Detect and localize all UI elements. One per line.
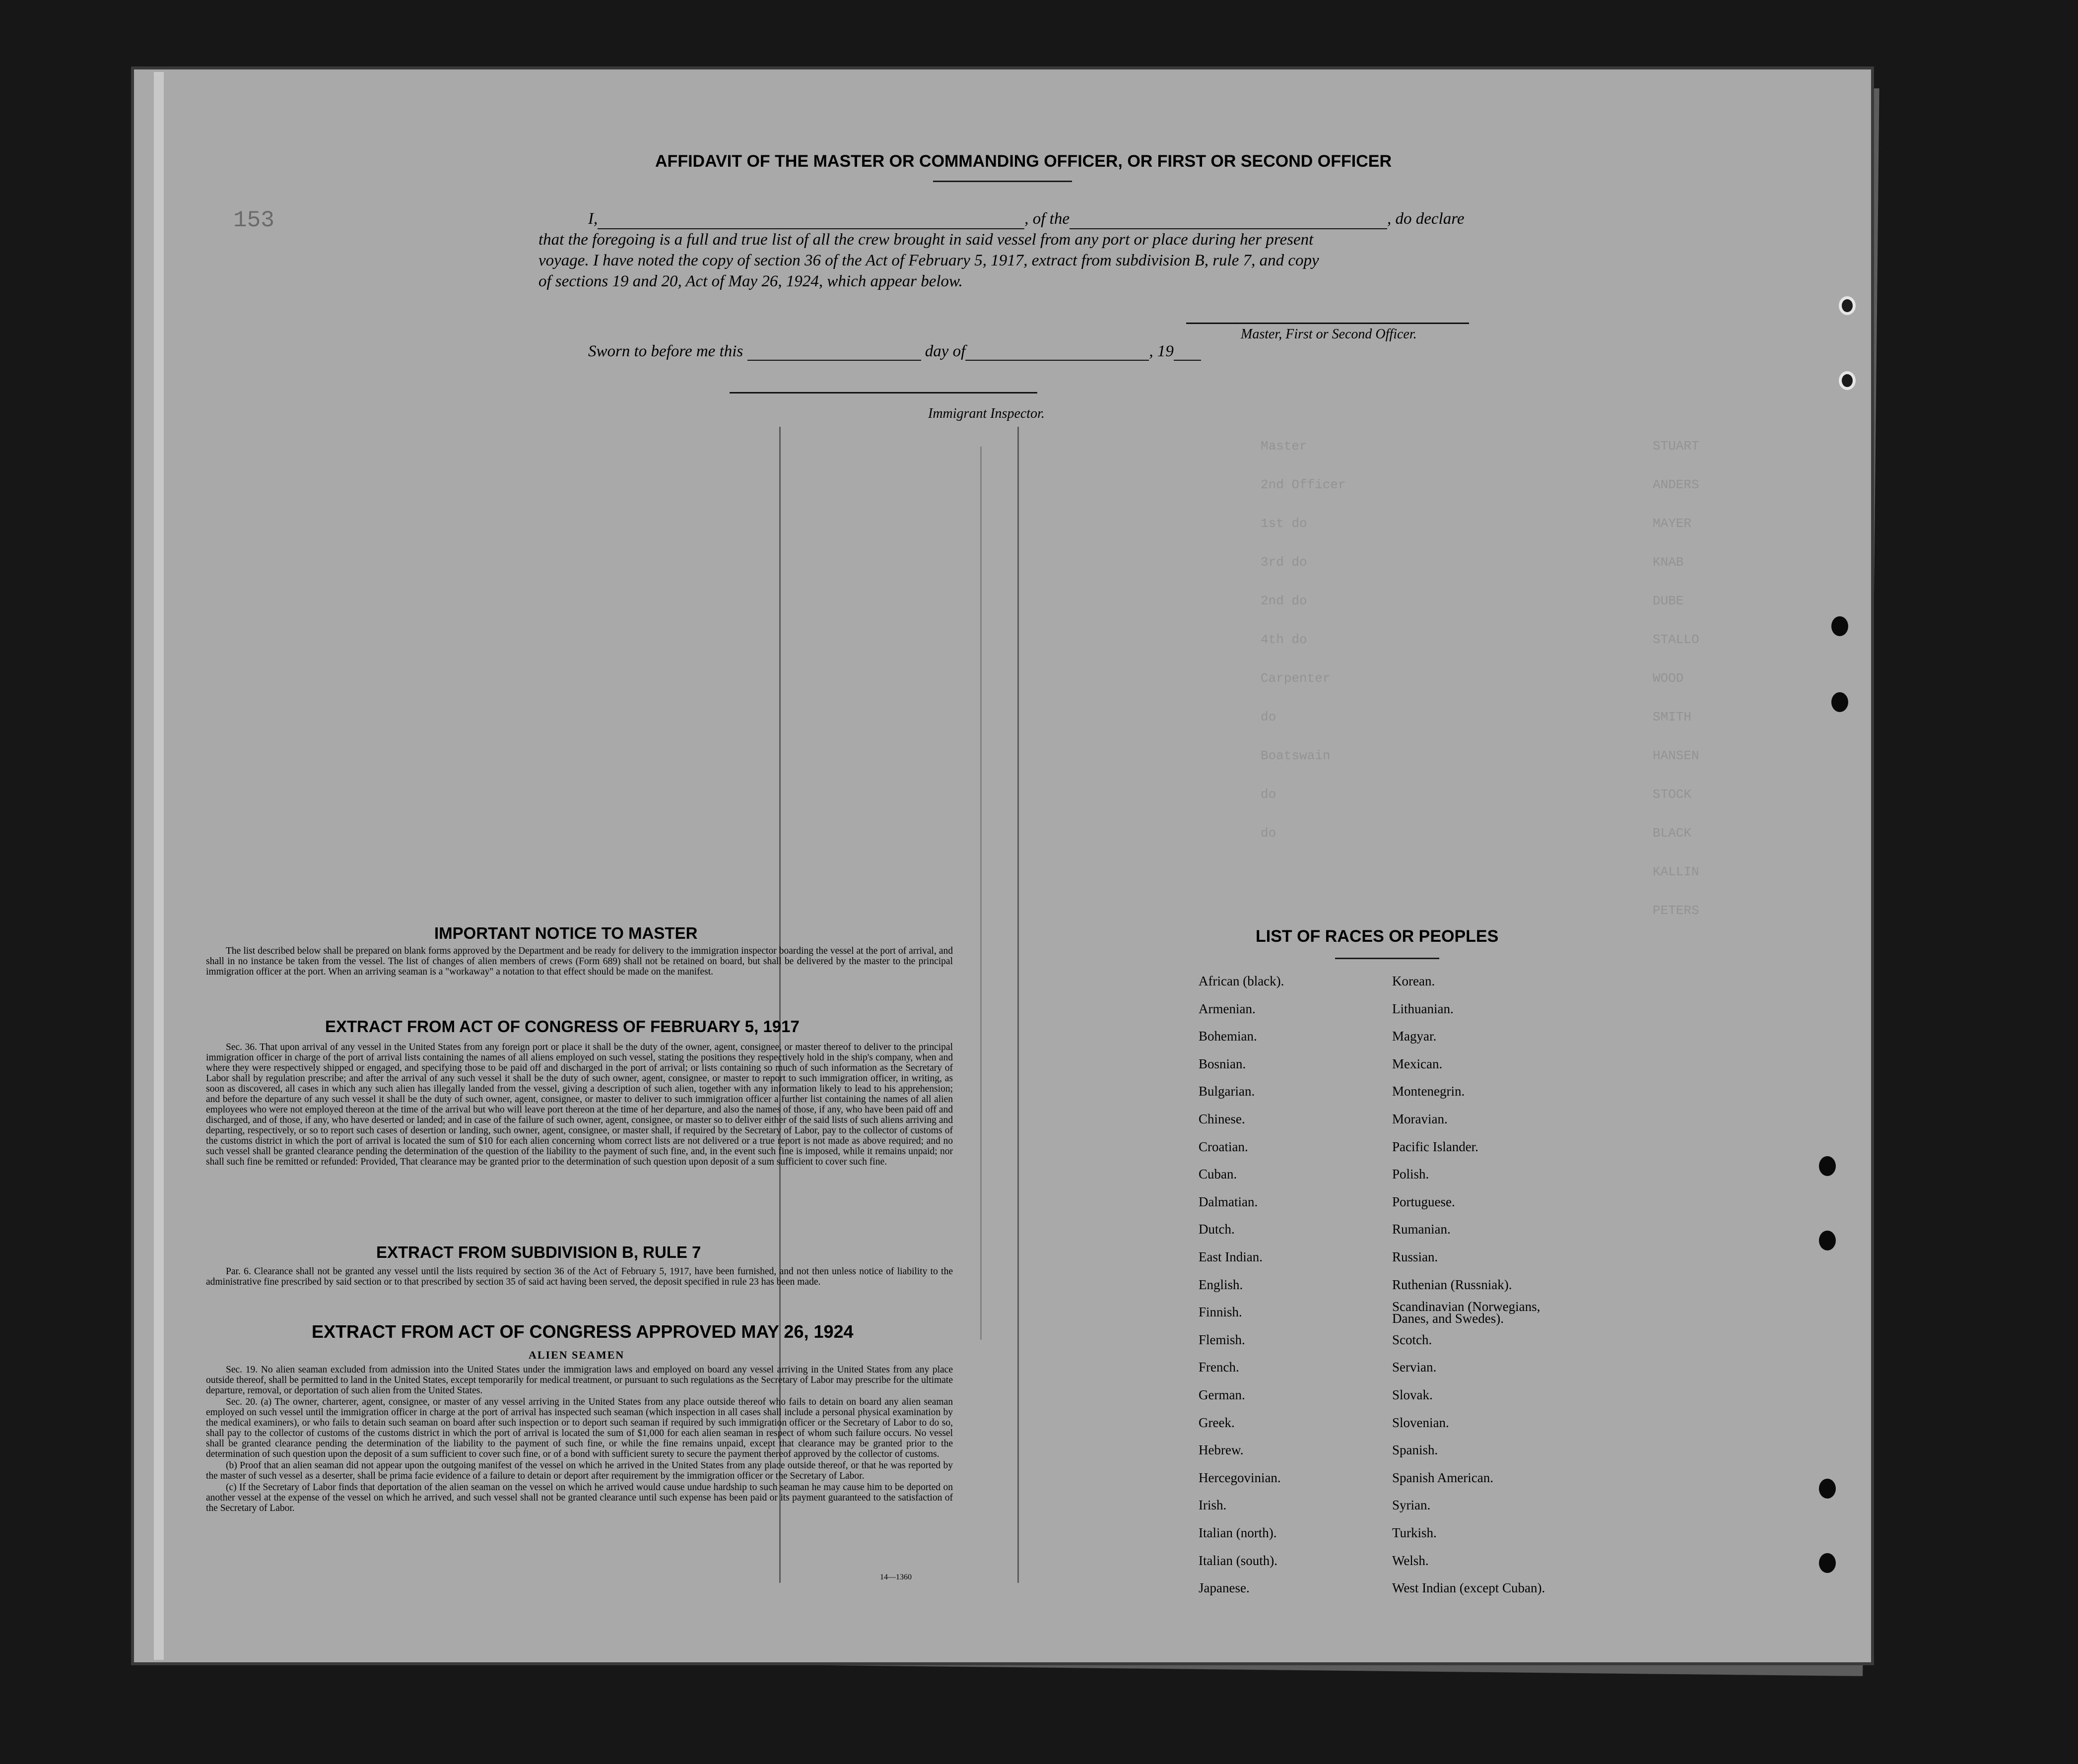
officer-name-line — [598, 213, 1024, 229]
race-item: Ruthenian (Russniak). — [1392, 1277, 1512, 1292]
inspector-signature-line — [730, 392, 1037, 393]
section-36-paragraph: Sec. 36. That upon arrival of any vessel in the United States from any foreign port or place it shall be the duty of the owner, agent, consignee, or master thereof to deliver to the principal immigration officer in charge of the port of arrival lists containing the names of all aliens employed on such vessel, stating the positions they respectively hold in the ship's company, when and where they were respectively shipped or engaged, and specifying those to be paid off and discharged in the port of arrival; or lists containing so much of such information as the Secretary of Labor shall by regulation prescribe; and after the arrival of any such vessel it shall be the duty of such owner, agent, consignee, or master to report to such immigration officer, in writing, as soon as discovered, all cases in which any such alien has illegally landed from the vessel, giving a description of such alien, together with any information likely to lead to his apprehension; and before the departure of any such vessel it shall be the duty of such owner, agent, consignee, or master to deliver to such immigration officer a further list containing the names of all alien employees who were not employed thereon at the time of the arrival but who will leave port thereon at the time of her departure, and also the names of those, if any, who have been paid off and discharged, and of those, if any, who have deserted or landed; and in case of the failure of such owner, agent, consignee, or master so to deliver either of the said lists of such aliens arriving and departing, respectively, or so to report such cases of desertion or landing, such owner, agent, consignee, or master shall, if required by the Secretary of Labor, pay to the collector of customs of the customs district in which the port of arrival is located the sum of $10 for each alien concerning whom correct lists are not delivered or a true report is not made as above required; and no such vessel shall be granted clearance pending the determination of the question of the liability to the payment of such fine, and, in the event such fine is imposed, while it remains unpaid; nor shall such fine be remitted or refunded: Provided, That clearance may be granted prior to the determination of such question upon deposit of a sum sufficient to cover such fine. — [206, 1042, 953, 1167]
races-title: LIST OF RACES OR PEOPLES — [1256, 927, 1499, 946]
sworn-day-of: day of — [925, 342, 966, 360]
sec-20c-paragraph: (c) If the Secretary of Labor finds that deportation of the alien seaman on the vessel on which he arrived would cause undue hardship to such seaman he may cause him to be deported on another vessel at the expense of the vessel on which he arrived, and such vessel shall not be granted clearance until such expense has been paid or its payment guaranteed to the satisfaction of the Secretary of Labor. — [206, 1482, 953, 1513]
vessel-name-line — [1070, 213, 1387, 229]
sworn-prefix: Sworn to before me this — [588, 342, 743, 360]
race-item: Slovenian. — [1392, 1415, 1449, 1430]
form-number: 14—1360 — [880, 1573, 912, 1581]
sec-20a-paragraph: Sec. 20. (a) The owner, charterer, agent, consignee, or master of any vessel arriving in the United States from any place outside thereof who fails to detain on board any alien seaman employed on such vessel until the immigration officer in charge at the port of arrival has inspected such seaman (which inspection in all cases shall include a personal physical examination by the medical examiners), or who fails to detain such seaman on board after such inspection or to deport such seaman if required by such immigration officer or the Secretary of Labor to do so, shall pay to the collector of customs of the customs district in which the port of arrival is located the sum of $1,000 for each alien seaman in respect of whom such failure occurs. No vessel shall be granted clearance pending the determination of the liability to the payment of such fine, or while the fine remains unpaid, except that clearance may be granted prior to the determination of such question upon the deposit of a sum sufficient to cover such fine, or of a bond with sufficient surety to secure the payment thereof approved by the collector of customs. — [206, 1397, 953, 1459]
race-item: Spanish American. — [1392, 1470, 1493, 1485]
race-item: Rumanian. — [1392, 1222, 1451, 1237]
extract-1917-body — [206, 1042, 953, 1168]
punch-hole — [1831, 692, 1848, 712]
race-item: Spanish. — [1392, 1442, 1438, 1457]
sworn-statement — [588, 342, 1201, 361]
race-item: Japanese. — [1199, 1580, 1250, 1595]
race-item: Scandinavian (Norwegians, Danes, and Swedes). — [1392, 1299, 1541, 1326]
punch-hole — [1831, 616, 1848, 636]
page-number: 153 — [233, 207, 274, 233]
affidavit-line: of sections 19 and 20, Act of May 26, 1924, which appear below. — [538, 272, 963, 290]
extract-1924-body — [206, 1365, 953, 1514]
race-item: Moravian. — [1392, 1111, 1448, 1126]
race-item: East Indian. — [1199, 1249, 1263, 1264]
race-item: Slovak. — [1392, 1387, 1433, 1402]
race-item: Mexican. — [1392, 1056, 1443, 1071]
race-item: Turkish. — [1392, 1525, 1437, 1540]
race-item: English. — [1199, 1277, 1243, 1292]
race-item: Korean. — [1392, 974, 1435, 988]
race-item: African (black). — [1199, 974, 1284, 988]
race-item: French. — [1199, 1360, 1239, 1374]
affidavit-line: voyage. I have noted the copy of section 36 of the Act of February 5, 1917, extract from subdivision B, rule 7, and copy — [538, 252, 1319, 269]
master-signature-line — [1186, 323, 1469, 324]
punch-hole — [1839, 296, 1856, 315]
bleed-through-column: Master 2nd Officer 1st do 3rd do 2nd do 4th do Carpenter do Boatswain do do — [1261, 439, 1346, 841]
race-item: Russian. — [1392, 1249, 1438, 1264]
race-item: Pacific Islander. — [1392, 1139, 1478, 1154]
race-item: Chinese. — [1199, 1111, 1245, 1126]
race-item: Finnish. — [1199, 1305, 1242, 1319]
race-item: Bulgarian. — [1199, 1084, 1255, 1099]
affidavit-title: AFFIDAVIT OF THE MASTER OR COMMANDING OFFICER, OR FIRST OR SECOND OFFICER — [655, 152, 1392, 171]
race-item: West Indian (except Cuban). — [1392, 1580, 1545, 1595]
race-item: Welsh. — [1392, 1553, 1429, 1568]
race-item: Dutch. — [1199, 1222, 1235, 1237]
race-item: German. — [1199, 1387, 1245, 1402]
sworn-day-line — [747, 346, 921, 361]
race-item: Italian (south). — [1199, 1553, 1277, 1568]
race-item: Montenegrin. — [1392, 1084, 1465, 1099]
race-item: Greek. — [1199, 1415, 1235, 1430]
column-rule — [1017, 427, 1019, 1583]
par-6-paragraph: Par. 6. Clearance shall not be granted any vessel until the lists required by section 36 of the Act of February 5, 1917, have been furnished, and not then unless notice of liability to the administrative fine prescribed by said section or to that prescribed by section 35 of said act having been served, the deposit specified in rule 23 has been made. — [206, 1266, 953, 1287]
race-item: Croatian. — [1199, 1139, 1248, 1154]
race-item: Portuguese. — [1392, 1194, 1455, 1209]
punch-hole — [1819, 1231, 1836, 1250]
affidavit-declaration-line — [538, 208, 1506, 229]
race-item: Syrian. — [1392, 1498, 1431, 1512]
race-item: Armenian. — [1199, 1001, 1256, 1016]
sec-20b-paragraph: (b) Proof that an alien seaman did not appear upon the outgoing manifest of the vessel on which he arrived in the United States from any place outside thereof, or that he was reported by the master of such vessel as a deserter, shall be prima facie evidence of a failure to detain or deport after requirement by the immigration officer or the Secretary of Labor. — [206, 1460, 953, 1481]
punch-hole — [1819, 1156, 1836, 1176]
race-item: Dalmatian. — [1199, 1194, 1258, 1209]
extract-1917-title: EXTRACT FROM ACT OF CONGRESS OF FEBRUARY 5, 1917 — [325, 1017, 800, 1036]
sworn-year-line — [1174, 346, 1201, 361]
affidavit-word-i: I, — [588, 210, 598, 228]
affidavit-text — [538, 208, 1506, 292]
alien-seamen-subtitle: ALIEN SEAMEN — [529, 1349, 625, 1361]
title-rule — [933, 181, 1072, 182]
sheet-edge — [154, 72, 164, 1660]
sec-19-paragraph: Sec. 19. No alien seaman excluded from admission into the United States under the immigration laws and employed on board any vessel arriving in the United States from any place outside thereof, shall be permitted to land in the United States, except temporarily for medical treatment, or pursuant to such regulations as the Secretary of Labor may prescribe for the ultimate departure, removal, or deportation of such alien from the United States. — [206, 1365, 953, 1396]
extract-1924-title: EXTRACT FROM ACT OF CONGRESS APPROVED MAY 26, 1924 — [312, 1321, 854, 1342]
inspector-signature-label: Immigrant Inspector. — [928, 406, 1045, 421]
master-signature-label: Master, First or Second Officer. — [1241, 327, 1417, 342]
punch-hole — [1819, 1553, 1836, 1573]
race-item: Lithuanian. — [1392, 1001, 1454, 1016]
race-item: Irish. — [1199, 1498, 1227, 1512]
affidavit-line: that the foregoing is a full and true list of all the crew brought in said vessel from any port or place during her present — [538, 231, 1314, 249]
race-item: Bosnian. — [1199, 1056, 1246, 1071]
punch-hole — [1839, 371, 1856, 390]
race-item: Scotch. — [1392, 1332, 1432, 1347]
notice-body — [206, 946, 953, 978]
notice-paragraph: The list described below shall be prepared on blank forms approved by the Department and be ready for delivery to the immigration inspector boarding the vessel at the port of arrival, and shall in no instance be taken from the vessel. The list of changes of alien members of crews (Form 689) shall not be retained on board, but shall be delivered by the master to the principal immigration officer at the port. When an arriving seaman is a "workaway" a notation to that effect should be made on the manifest. — [206, 946, 953, 977]
punch-hole — [1819, 1479, 1836, 1499]
extract-rule7-body — [206, 1266, 953, 1288]
race-item: Cuban. — [1199, 1167, 1237, 1181]
sworn-year: , 19 — [1149, 342, 1174, 360]
race-item: Bohemian. — [1199, 1029, 1257, 1044]
bleed-through-column: STUART ANDERS MAYER KNAB DUBE STALLO WOOD SMITH HANSEN STOCK BLACK KALLIN PETERS — [1653, 439, 1699, 918]
affidavit-do-declare: , do declare — [1387, 210, 1465, 228]
race-item: Italian (north). — [1199, 1525, 1277, 1540]
notice-title: IMPORTANT NOTICE TO MASTER — [434, 924, 698, 942]
race-item: Hebrew. — [1199, 1442, 1244, 1457]
races-title-rule — [1335, 958, 1439, 959]
race-item: Servian. — [1392, 1360, 1437, 1374]
race-item: Hercegovinian. — [1199, 1470, 1281, 1485]
sworn-month-line — [965, 346, 1149, 361]
race-item: Polish. — [1392, 1167, 1429, 1181]
race-item: Flemish. — [1199, 1332, 1245, 1347]
extract-rule7-title: EXTRACT FROM SUBDIVISION B, RULE 7 — [376, 1243, 701, 1261]
affidavit-of-the: , of the — [1024, 210, 1070, 228]
column-rule — [980, 447, 982, 1340]
race-item: Magyar. — [1392, 1029, 1437, 1044]
